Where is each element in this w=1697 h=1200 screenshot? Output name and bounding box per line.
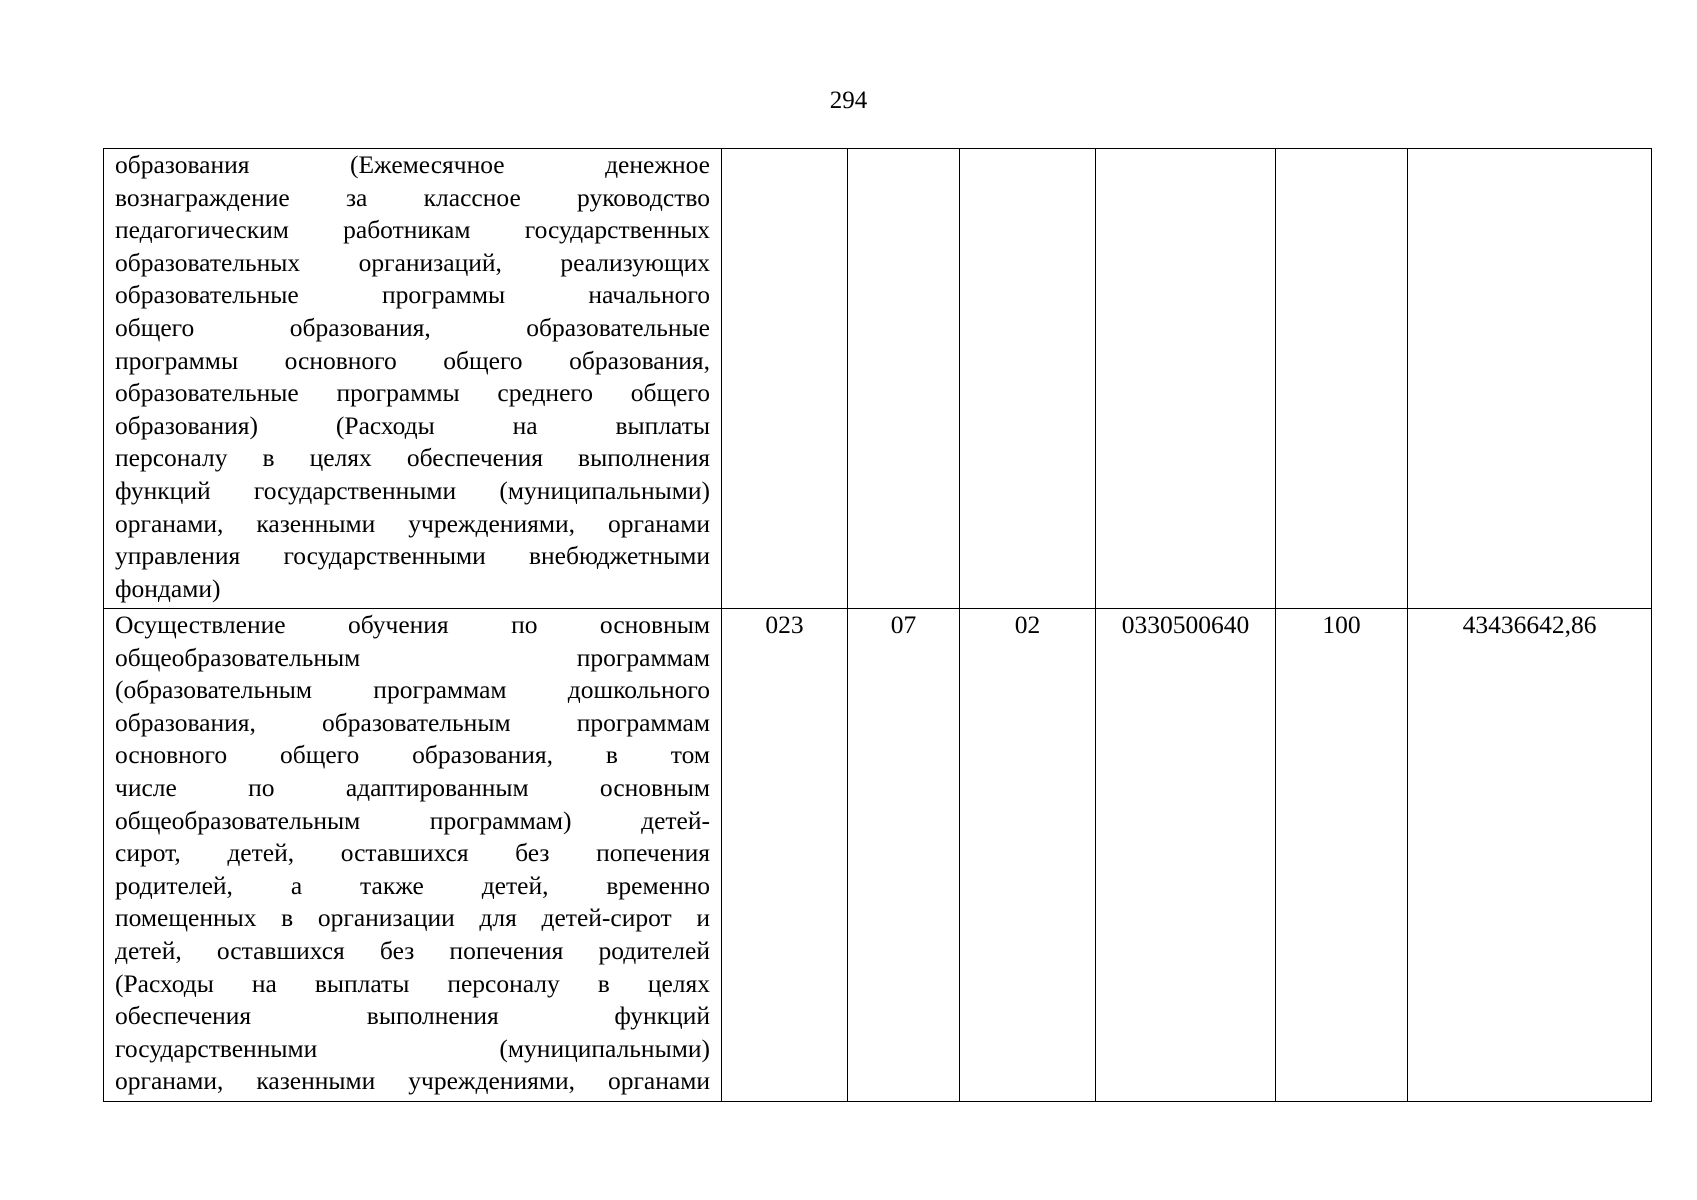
description-line: персоналу в целях обеспечения выполнения [115, 443, 710, 473]
description-line: Осуществление обучения по основным [115, 610, 710, 639]
description-line: вознаграждение за классное руководство [115, 182, 710, 212]
description-line: педагогическим работникам государственных [115, 215, 710, 245]
description-line: управления государственными внебюджетными [115, 541, 710, 571]
expense-type-code: 100 [1276, 609, 1408, 1102]
description-line: помещенных в организации для детей-сирот и [115, 903, 710, 933]
section-code: 07 [848, 609, 960, 1102]
description-line: (Расходы на выплаты персоналу в целях [115, 968, 710, 998]
description-line: общеобразовательным программам) детей- [115, 805, 710, 835]
row-description [104, 149, 722, 609]
description-line: функций государственными (муниципальными) [115, 475, 710, 505]
description-line: общеобразовательным программам [115, 642, 710, 672]
description-line: родителей, а также детей, временно [115, 870, 710, 900]
description-line: (образовательным программам дошкольного [115, 675, 710, 705]
description-line: образовательные программы начального [115, 280, 710, 310]
table-row [104, 149, 1652, 609]
target-article-code: 0330500640 [1096, 609, 1276, 1102]
description-line: органами, казенными учреждениями, органами [115, 508, 710, 538]
description-line: числе по адаптированным основным [115, 772, 710, 802]
subsection-code: 02 [960, 609, 1096, 1102]
table-row [104, 609, 1652, 1102]
description-line: органами, казенными учреждениями, органами [115, 1066, 710, 1096]
description-line: государственными (муниципальными) [115, 1033, 710, 1063]
page-number: 294 [829, 87, 868, 114]
section-code [848, 149, 960, 609]
target-article-code [1096, 149, 1276, 609]
description-line: образования (Ежемесячное денежное [115, 150, 710, 179]
description-line: фондами) [115, 573, 221, 603]
description-line: общего образования, образовательные [115, 312, 710, 342]
description-line: образовательных организаций, реализующих [115, 247, 710, 277]
description-line: образовательные программы среднего общего [115, 378, 710, 408]
description-line: сирот, детей, оставшихся без попечения [115, 838, 710, 868]
description-line: обеспечения выполнения функций [115, 1001, 710, 1031]
subsection-code [960, 149, 1096, 609]
ministry-code: 023 [722, 609, 848, 1102]
description-line: детей, оставшихся без попечения родителей [115, 935, 710, 965]
description-line: образования) (Расходы на выплаты [115, 410, 710, 440]
row-description [104, 609, 722, 1102]
budget-table [103, 148, 1652, 1102]
description-line: программы основного общего образования, [115, 345, 710, 375]
ministry-code [722, 149, 848, 609]
amount [1408, 149, 1652, 609]
description-line: образования, образовательным программам [115, 707, 710, 737]
description-line: основного общего образования, в том [115, 740, 710, 770]
amount: 43436642,86 [1408, 609, 1652, 1102]
expense-type-code [1276, 149, 1408, 609]
